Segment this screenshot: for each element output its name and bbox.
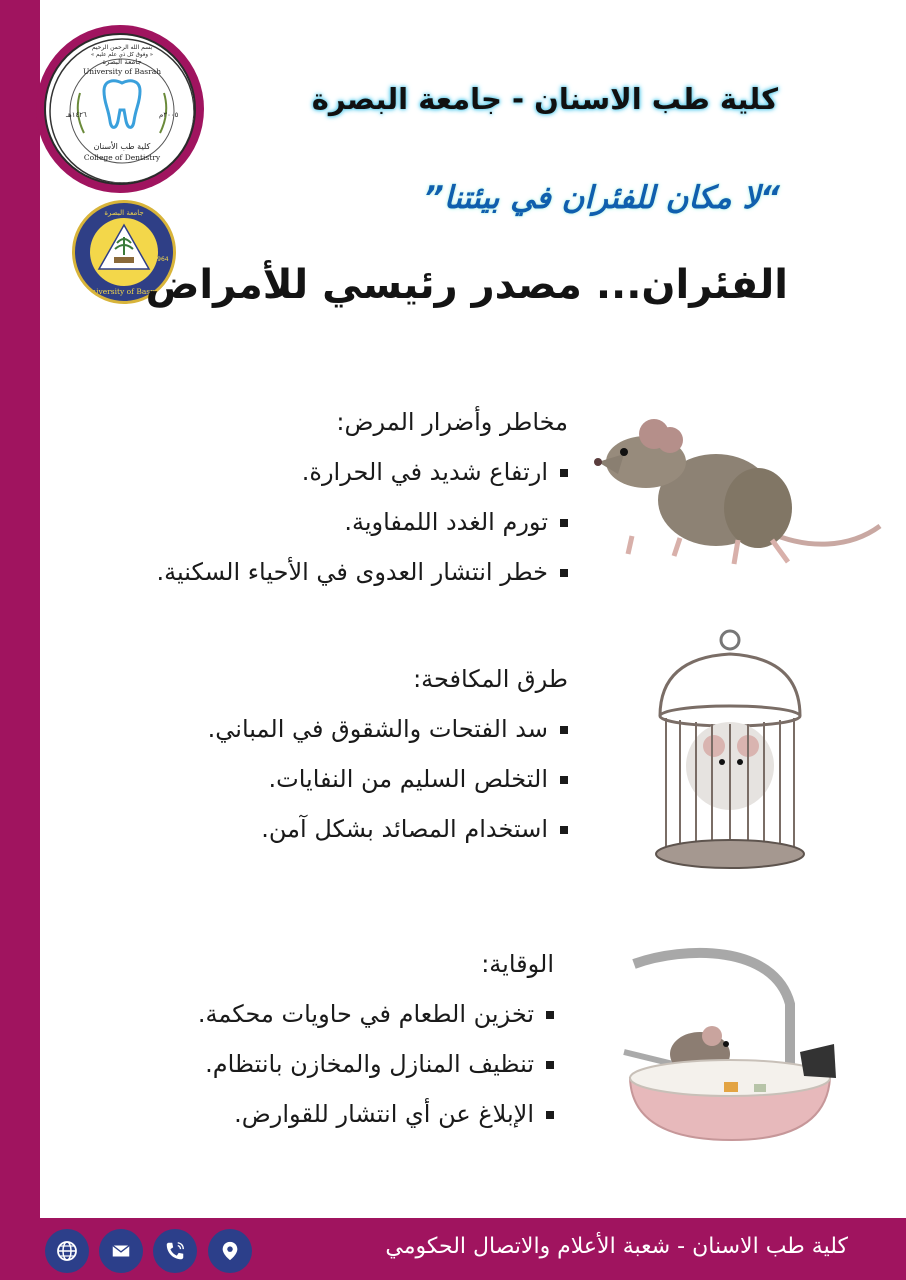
dentistry-logo [44, 33, 196, 185]
section-risks [157, 408, 568, 586]
globe-icon[interactable] [45, 1229, 89, 1273]
bullet-icon [560, 569, 568, 577]
caged-rat-icon [652, 628, 808, 880]
section-heading: الوقاية: [481, 950, 554, 978]
bullet-icon [560, 826, 568, 834]
left-accent-bar [0, 0, 40, 1280]
logo-verse: « وفوق كل ذي علم عليم » [90, 52, 154, 58]
phone-icon[interactable] [153, 1229, 197, 1273]
location-icon[interactable] [208, 1229, 252, 1273]
bullet-icon [560, 726, 568, 734]
list-item: خطر انتشار العدوى في الأحياء السكنية. [157, 558, 568, 586]
logo-year-right: ٢٠٠٥م [159, 111, 179, 119]
logo-en-college: College of Dentistry [83, 153, 161, 162]
section-heading: طرق المكافحة: [413, 665, 568, 693]
bullet-icon [560, 776, 568, 784]
list-item: تنظيف المنازل والمخازن بانتظام. [198, 1050, 554, 1078]
list-item: تورم الغدد اللمفاوية. [157, 508, 568, 536]
uni-logo-year: 1964 [153, 256, 169, 263]
college-title: كلية طب الاسنان - جامعة البصرة [311, 82, 778, 116]
main-title: الفئران... مصدر رئيسي للأمراض [145, 262, 788, 308]
mail-icon[interactable] [99, 1229, 143, 1273]
bullet-icon [560, 469, 568, 477]
logo-year-left: ١٤٢٦هـ [66, 111, 87, 119]
uni-logo-en-name: University of Basrah [84, 287, 164, 296]
section-prevention [198, 950, 554, 1128]
section-heading: مخاطر وأضرار المرض: [336, 408, 568, 436]
rat-icon [588, 400, 884, 580]
logo-basmala: بسم الله الرحمن الرحيم [91, 44, 153, 51]
section-control [208, 665, 568, 843]
list-item: تخزين الطعام في حاويات محكمة. [198, 1000, 554, 1028]
bullet-icon [546, 1011, 554, 1019]
bullet-icon [546, 1111, 554, 1119]
footer-text: كلية طب الاسنان - شعبة الأعلام والاتصال الحكومي [385, 1234, 848, 1259]
logo-ar-college: كلية طب الأسنان [93, 142, 151, 151]
list-item: الإبلاغ عن أي انتشار للقوارض. [198, 1100, 554, 1128]
list-item: التخلص السليم من النفايات. [208, 765, 568, 793]
rat-in-bowl-icon [604, 944, 840, 1154]
list-item: ارتفاع شديد في الحرارة. [157, 458, 568, 486]
logo-en-university: University of Basrah [82, 67, 162, 76]
list-item: سد الفتحات والشقوق في المباني. [208, 715, 568, 743]
uni-logo-ar-name: جامعة البصرة [104, 209, 144, 217]
logo-ar-university: جامعة البصرة [102, 58, 142, 66]
slogan: “لا مكان للفئران في بيئتنا” [423, 180, 780, 216]
bullet-icon [560, 519, 568, 527]
list-item: استخدام المصائد بشكل آمن. [208, 815, 568, 843]
bullet-icon [546, 1061, 554, 1069]
